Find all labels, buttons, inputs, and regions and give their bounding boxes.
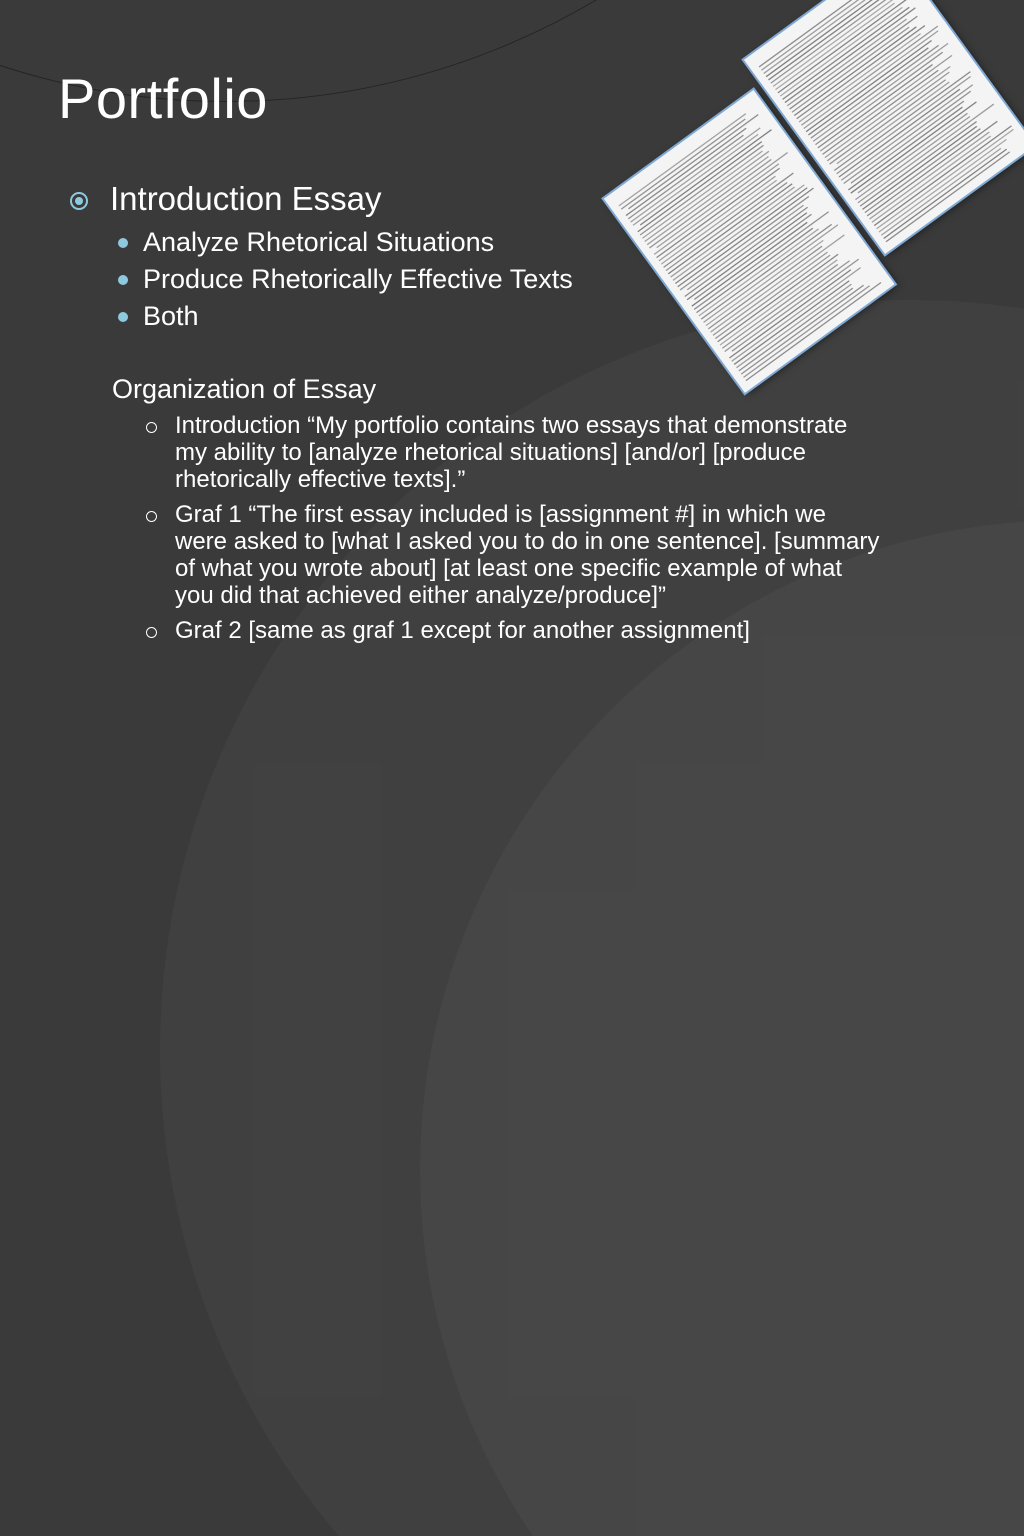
main-item: Introduction Essay bbox=[110, 180, 382, 217]
list-item: Graf 2 [same as graf 1 except for another assignment] bbox=[144, 617, 884, 644]
org-item-list bbox=[144, 412, 884, 652]
list-item: Produce Rhetorically Effective Texts bbox=[118, 261, 573, 298]
org-heading: Organization of Essay bbox=[112, 374, 377, 404]
page-title: Portfolio bbox=[58, 67, 268, 130]
radio-circle-icon bbox=[68, 190, 90, 212]
list-item: Introduction “My portfolio contains two essays that demonstrate my ability to [analyze rhetorical situations] [and/or] [produce rhetorically effective texts].” bbox=[144, 412, 884, 493]
list-item: Both bbox=[118, 298, 573, 335]
list-item: Graf 1 “The first essay included is [assignment #] in which we were asked to [what I asked you to do in one sentence]. [summary of what you wrote about] [at least one specific example of what you did that achieved either analyze/produce]” bbox=[144, 501, 884, 609]
sub-item-list bbox=[118, 224, 573, 335]
list-item: Analyze Rhetorical Situations bbox=[118, 224, 573, 261]
